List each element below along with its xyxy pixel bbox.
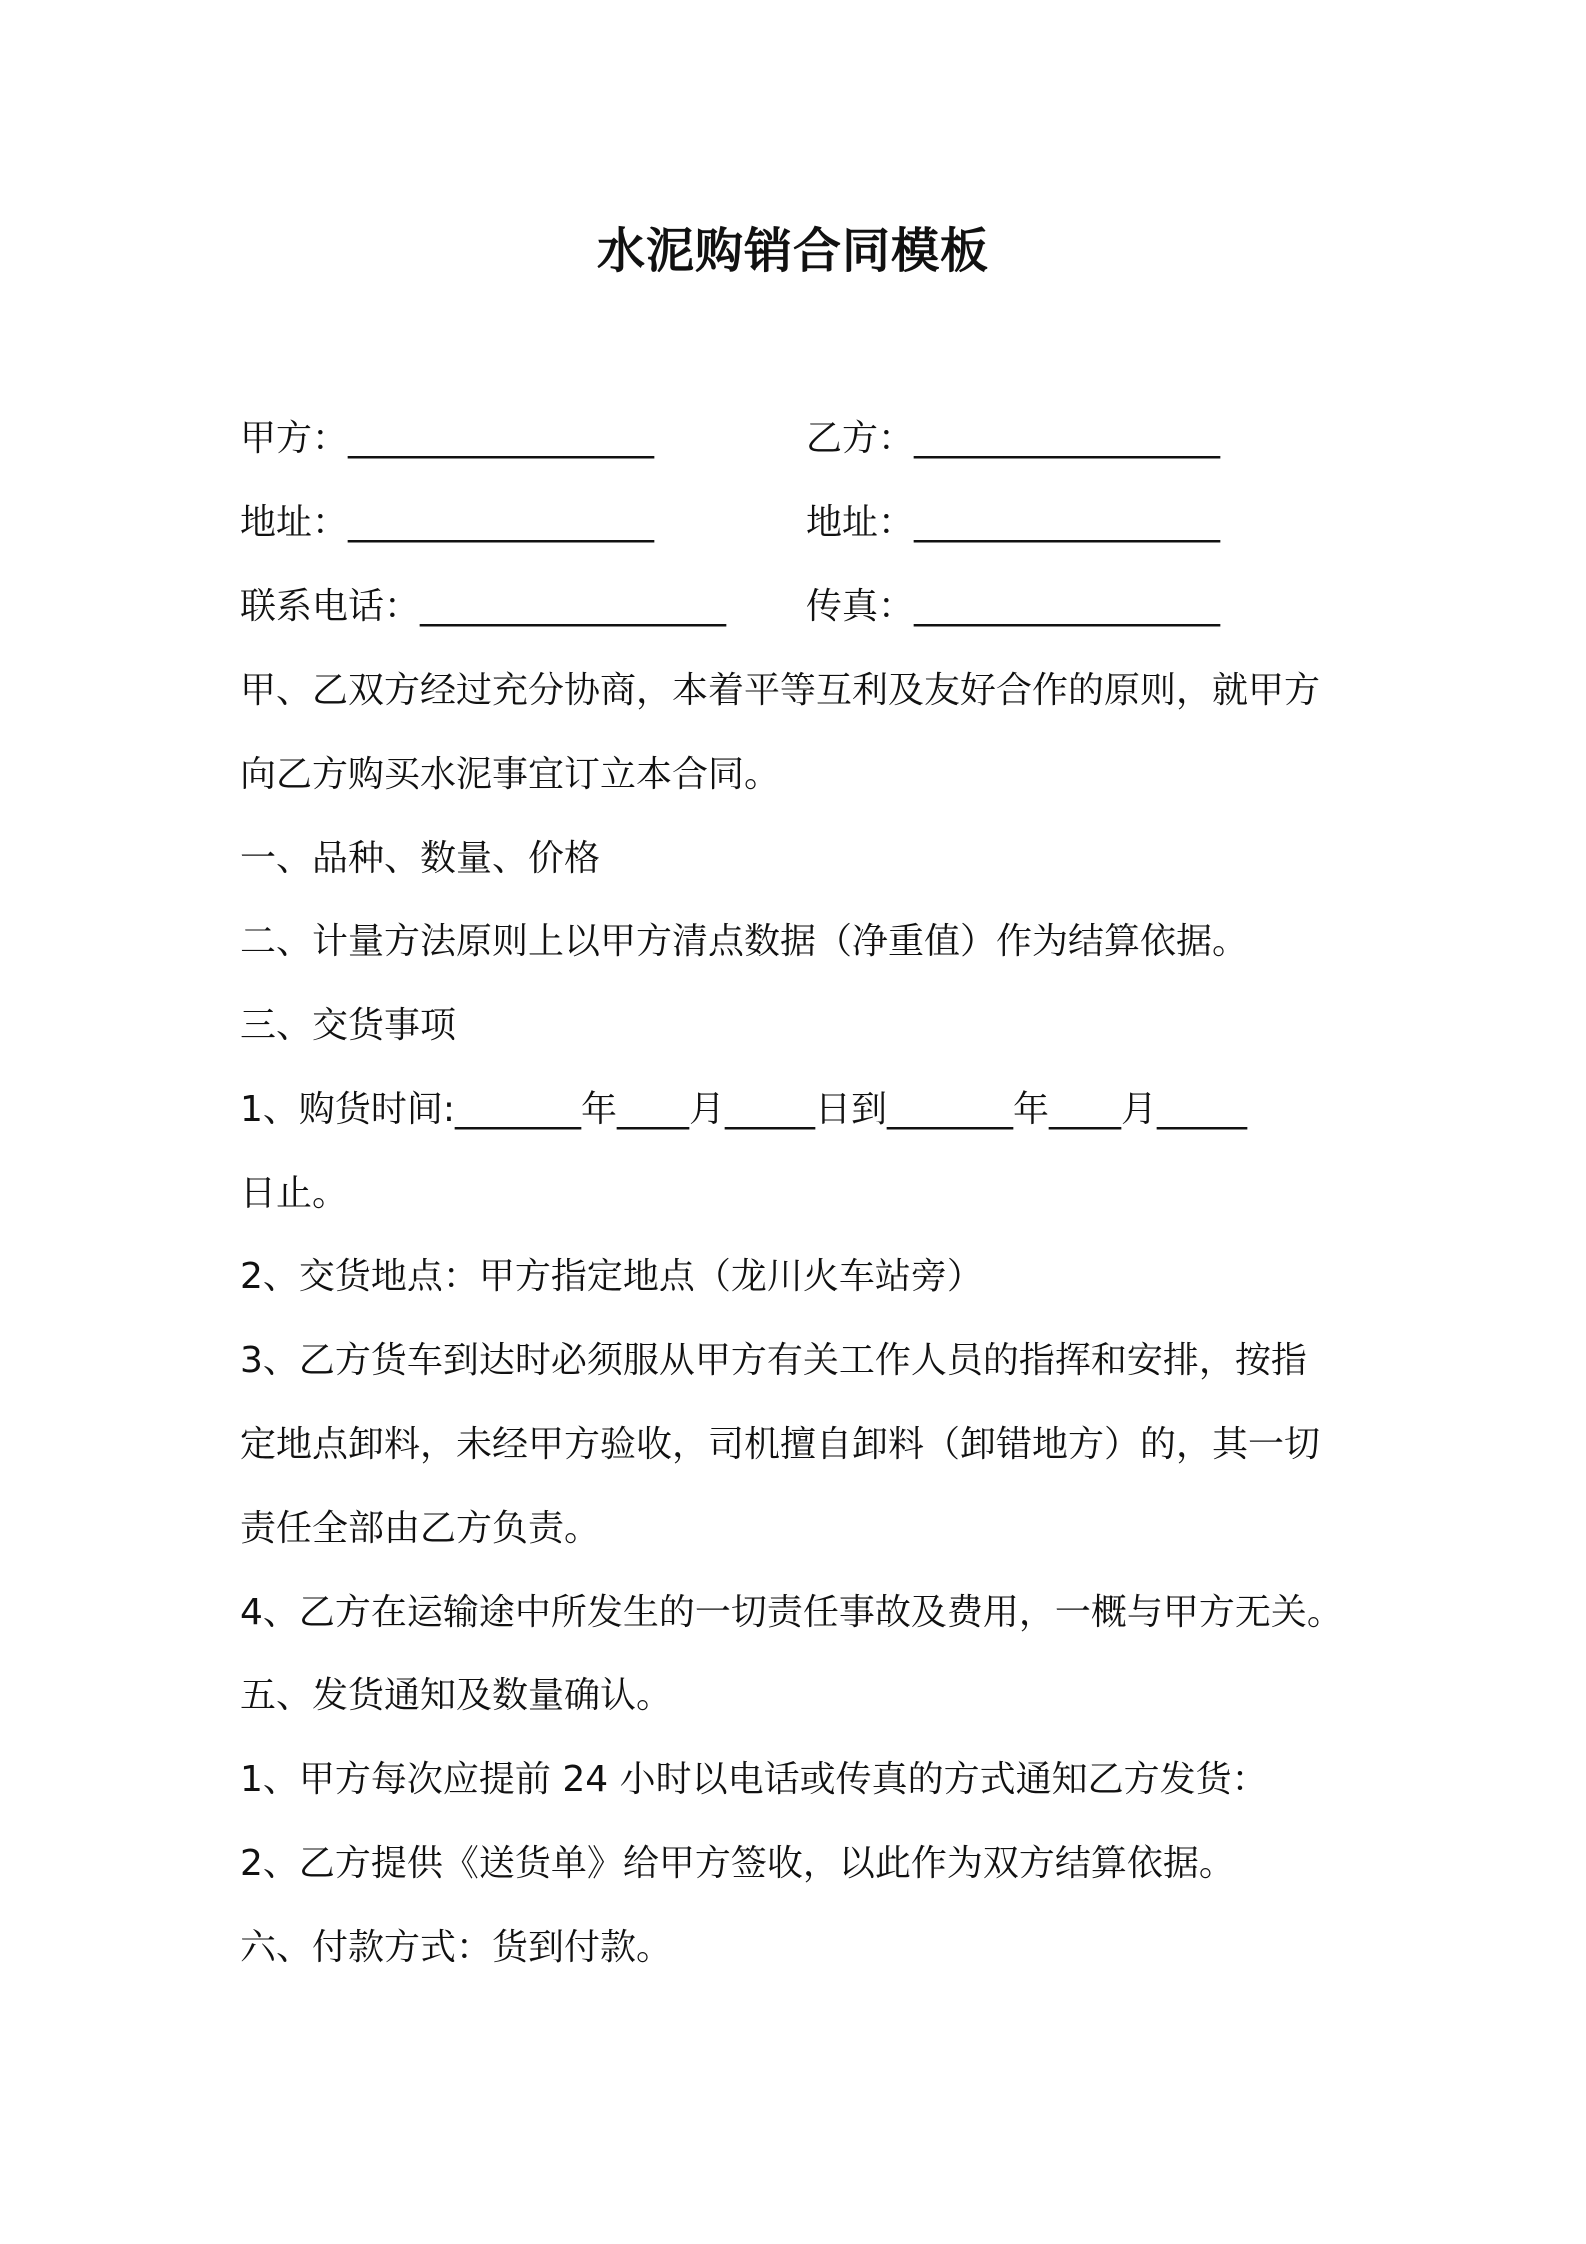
section-5-heading: 五、发货通知及数量确认。 <box>240 1675 673 1716</box>
section-3-heading: 三、交货事项 <box>240 1005 457 1046</box>
document-title: 水泥购销合同模板 <box>596 223 989 279</box>
clause-3-3-line-1: 3、乙方货车到达时必须服从甲方有关工作人员的指挥和安排，按指 <box>240 1340 1307 1381</box>
clause-3-3-line-2: 定地点卸料，未经甲方验收，司机擅自卸料（卸错地方）的，其一切 <box>240 1424 1321 1465</box>
party-b-address-field: 地址：_________________ <box>806 502 1221 543</box>
clause-5-2: 2、乙方提供《送货单》给甲方签收，以此作为双方结算依据。 <box>240 1843 1235 1884</box>
contact-phone-field: 联系电话：_________________ <box>240 586 727 627</box>
clause-3-2: 2、交货地点：甲方指定地点（龙川火车站旁） <box>240 1256 983 1297</box>
fax-field: 传真：_________________ <box>806 586 1221 627</box>
clause-5-1: 1、甲方每次应提前 24 小时以电话或传真的方式通知乙方发货： <box>240 1759 1268 1800</box>
clause-3-4: 4、乙方在运输途中所发生的一切责任事故及费用，一概与甲方无关。 <box>240 1592 1343 1633</box>
preamble-line-1: 甲、乙双方经过充分协商，本着平等互利及友好合作的原则，就甲方 <box>240 670 1321 711</box>
clause-3-1-line-1: 1、购货时间:_______年____月_____日到_______年____月_____ <box>240 1089 1248 1130</box>
clause-3-3-line-3: 责任全部由乙方负责。 <box>240 1508 601 1549</box>
section-1-heading: 一、品种、数量、价格 <box>240 838 601 879</box>
clause-3-1-line-2: 日止。 <box>240 1173 349 1214</box>
preamble-line-2: 向乙方购买水泥事宜订立本合同。 <box>240 754 781 795</box>
party-b-field: 乙方：_________________ <box>806 418 1221 459</box>
party-a-address-field: 地址：_________________ <box>240 502 655 543</box>
party-a-field: 甲方：_________________ <box>240 418 655 459</box>
section-6-heading: 六、付款方式：货到付款。 <box>240 1927 673 1968</box>
section-2-heading: 二、计量方法原则上以甲方清点数据（净重值）作为结算依据。 <box>240 921 1249 962</box>
